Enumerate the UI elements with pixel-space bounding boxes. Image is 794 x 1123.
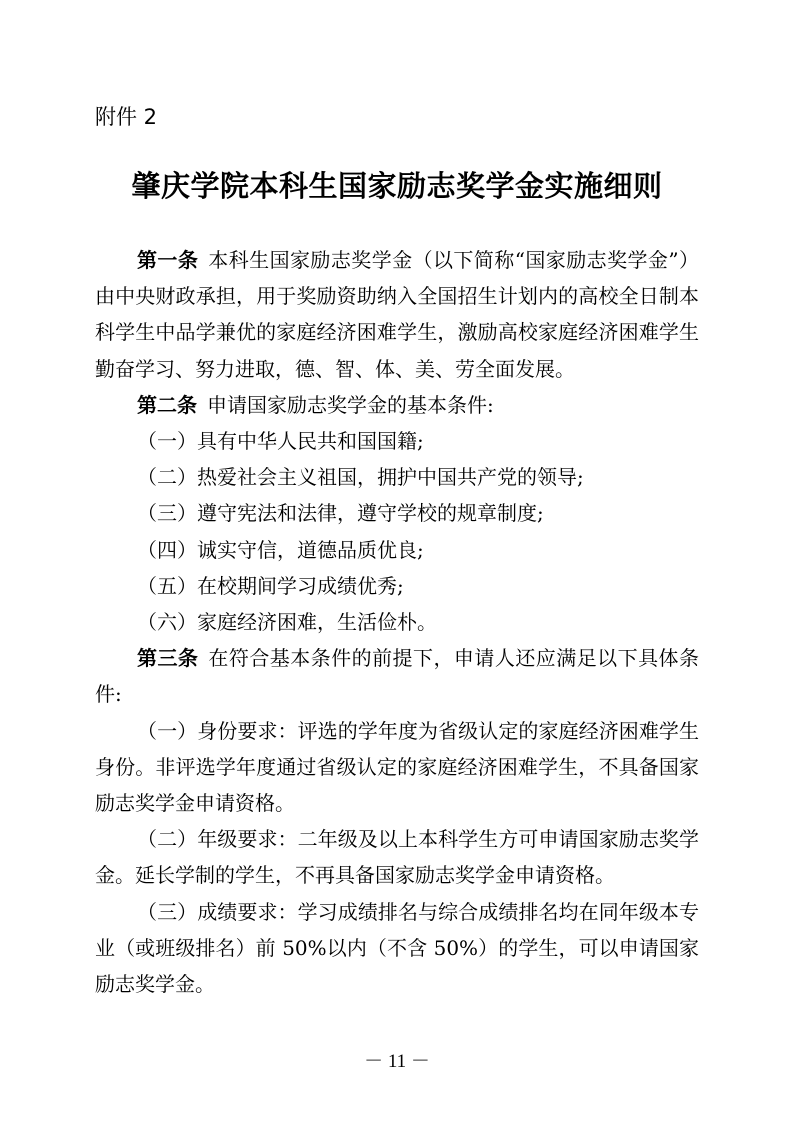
article-2-text: 申请国家励志奖学金的基本条件: — [207, 392, 494, 417]
article-3-heading: 第三条 — [137, 646, 199, 671]
page-number: － 11 － — [364, 1051, 430, 1072]
condition-item-1: （一）具有中华人民共和国国籍; — [137, 429, 424, 454]
specific-condition-identity: （一）身份要求：评选的学年度为省级认定的家庭经济困难学生身份。非评选学年度通过省级认定的家庭经济困难学生，不具备国家励志奖学金申请资格。 — [95, 718, 699, 816]
article-1-paragraph — [95, 242, 699, 387]
article-2-heading: 第二条 — [137, 392, 197, 417]
condition-item-6: （六）家庭经济困难，生活俭朴。 — [137, 610, 437, 635]
specific-condition-score: （三）成绩要求：学习成绩排名与综合成绩排名均在同年级本专业（或班级排名）前 50%以内（不含 50%）的学生，可以申请国家励志奖学金。 — [95, 899, 699, 997]
article-1-heading: 第一条 — [137, 248, 199, 272]
article-3-text: 在符合基本条件的前提下，申请人还应满足以下具体条件: — [95, 646, 700, 707]
article-3-paragraph — [95, 640, 699, 712]
document-title: 肇庆学院本科生国家励志奖学金实施细则 — [131, 169, 663, 203]
attachment-label: 附件 2 — [95, 105, 158, 129]
condition-item-4: （四）诚实守信，道德品质优良; — [137, 537, 424, 562]
document-body — [95, 242, 699, 1002]
article-1-text: 本科生国家励志奖学金（以下简称“国家励志奖学金”）由中央财政承担，用于奖励资助纳入全国招生计划内的高校全日制本科学生中品学兼优的家庭经济困难学生，激励高校家庭经济困难学生勤奋学习、努力进取，德、智、体、美、劳全面发展。 — [95, 248, 700, 381]
condition-item-5: （五）在校期间学习成绩优秀; — [137, 573, 404, 598]
article-2-paragraph — [95, 387, 699, 423]
condition-item-2: （二）热爱社会主义祖国，拥护中国共产党的领导; — [137, 465, 584, 490]
specific-condition-grade: （二）年级要求：二年级及以上本科学生方可申请国家励志奖学金。延长学制的学生，不再具备国家励志奖学金申请资格。 — [95, 827, 699, 888]
condition-item-3: （三）遵守宪法和法律，遵守学校的规章制度; — [137, 501, 544, 526]
